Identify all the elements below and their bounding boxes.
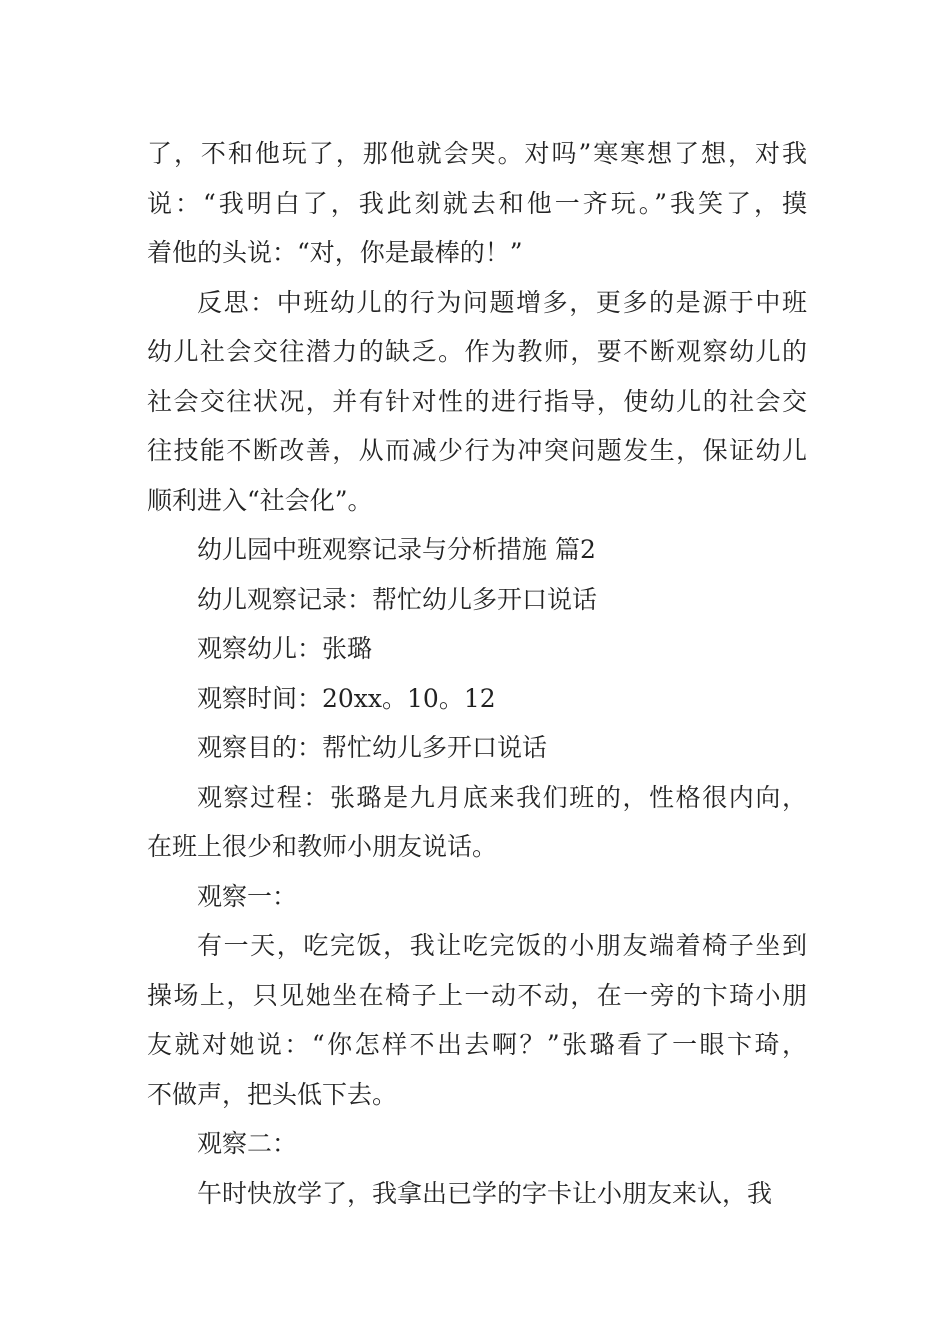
- text-line: 观察时间：20xx。10。12: [197, 683, 496, 713]
- paragraph: [147, 129, 807, 278]
- paragraph: [147, 872, 807, 922]
- paragraph: [147, 525, 807, 575]
- paragraph: [147, 723, 807, 773]
- text-line: 不做声，把头低下去。: [147, 1079, 398, 1109]
- text-line: 顺利进入“社会化”。: [147, 485, 373, 515]
- paragraph: [147, 921, 807, 1119]
- text-line: 反思：中班幼儿的行为问题增多，更多的是源于中班: [197, 287, 807, 317]
- text-line: 了，不和他玩了，那他就会哭。对吗”寒寒想了想，对我: [147, 139, 807, 168]
- text-line: 往技能不断改善，从而减少行为冲突问题发生，保证幼儿: [147, 436, 807, 465]
- paragraph: [147, 624, 807, 674]
- text-line: 操场上，只见她坐在椅子上一动不动，在一旁的卞琦小朋: [147, 980, 807, 1010]
- text-line: 有一天，吃完饭，我让吃完饭的小朋友端着椅子坐到: [197, 931, 807, 960]
- text-line: 观察目的：帮忙幼儿多开口说话: [197, 733, 548, 762]
- paragraph: [147, 773, 807, 872]
- document-body: [147, 129, 807, 1218]
- text-line: 友就对她说：“你怎样不出去啊？”张璐看了一眼卞琦，: [147, 1030, 807, 1059]
- paragraph: [147, 575, 807, 625]
- text-line: 午时快放学了，我拿出已学的字卡让小朋友来认，我: [197, 1178, 773, 1208]
- text-line: 观察幼儿：张璐: [197, 634, 373, 663]
- text-line: 观察一：: [197, 881, 298, 911]
- text-line: 观察过程：张璐是九月底来我们班的，性格很内向，: [197, 782, 807, 812]
- paragraph: [147, 1169, 807, 1219]
- text-line: 说：“我明白了，我此刻就去和他一齐玩。”我笑了，摸: [147, 188, 807, 218]
- text-line: 幼儿观察记录：帮忙幼儿多开口说话: [197, 584, 598, 614]
- text-line: 幼儿社会交往潜力的缺乏。作为教师，要不断观察幼儿的: [147, 337, 807, 366]
- text-line: 着他的头说：“对，你是最棒的！”: [147, 238, 523, 267]
- text-line: 观察二：: [197, 1129, 298, 1158]
- text-line: 在班上很少和教师小朋友说话。: [147, 832, 498, 861]
- text-line: 社会交往状况，并有针对性的进行指导，使幼儿的社会交: [147, 386, 807, 416]
- paragraph: [147, 278, 807, 526]
- paragraph: [147, 674, 807, 724]
- paragraph: [147, 1119, 807, 1169]
- text-line: 幼儿园中班观察记录与分析措施 篇2: [197, 535, 596, 564]
